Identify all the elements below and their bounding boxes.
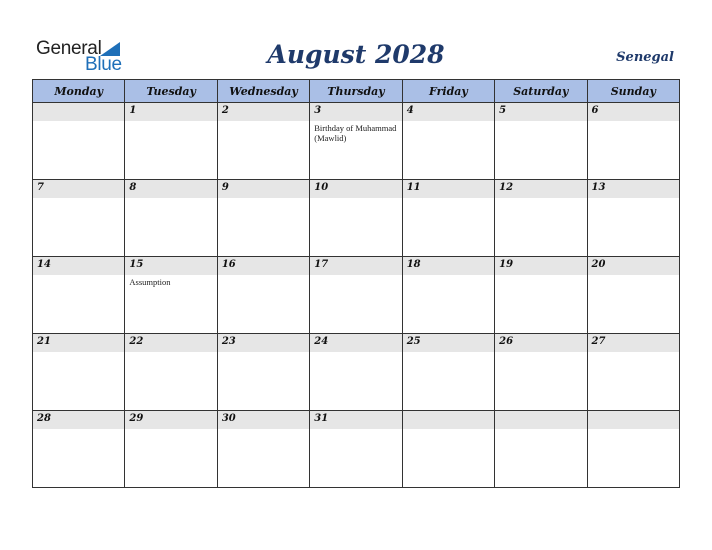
day-cell: [495, 334, 587, 411]
day-number: 29: [129, 413, 144, 424]
day-number-bar: [218, 180, 309, 198]
day-number-bar: [403, 103, 494, 121]
day-cell-content: [125, 334, 216, 410]
day-cell-content: [403, 180, 494, 256]
day-number: 19: [499, 259, 514, 270]
day-cell-content: [218, 257, 309, 333]
day-number-bar: [588, 103, 679, 121]
day-cell: [125, 334, 217, 411]
day-cell-content: [495, 103, 586, 179]
day-cell-content: [495, 411, 586, 487]
day-cell-content: [125, 180, 216, 256]
day-cell-content: [218, 103, 309, 179]
day-number-bar: [218, 103, 309, 121]
day-cell: [587, 103, 679, 180]
weekday-header: Friday: [402, 80, 494, 103]
day-cell: [495, 103, 587, 180]
day-number: 1: [129, 105, 137, 116]
day-number: 17: [314, 259, 329, 270]
day-number: 31: [314, 413, 329, 424]
day-cell-content: [588, 103, 679, 179]
day-number: 8: [129, 182, 137, 193]
day-cell-content: [310, 103, 401, 179]
weekday-header: Thursday: [310, 80, 402, 103]
day-number-bar: [125, 103, 216, 121]
day-cell-content: [495, 257, 586, 333]
day-cell-content: [33, 257, 124, 333]
weekday-header-row: [33, 80, 680, 103]
day-number: 5: [499, 105, 507, 116]
day-cell: [310, 103, 402, 180]
day-number: 14: [37, 259, 51, 270]
day-cell: [217, 180, 309, 257]
calendar-title: August 2028: [267, 40, 445, 69]
day-cell-content: [588, 411, 679, 487]
week-row: [33, 334, 680, 411]
day-cell: [495, 257, 587, 334]
day-number: 7: [37, 182, 44, 193]
day-cell-content: [403, 334, 494, 410]
day-number: 15: [129, 259, 144, 270]
day-cell: [33, 103, 125, 180]
weekday-header: Saturday: [495, 80, 587, 103]
day-cell: [125, 411, 217, 488]
day-cell: [402, 257, 494, 334]
weekday-header: Tuesday: [125, 80, 217, 103]
week-row: [33, 180, 680, 257]
day-number: 28: [37, 413, 51, 424]
day-cell-content: [218, 180, 309, 256]
day-cell-content: [33, 180, 124, 256]
day-number: 4: [406, 105, 414, 116]
day-number: 12: [499, 182, 514, 193]
day-number: 23: [221, 336, 236, 347]
day-cell-content: [218, 411, 309, 487]
day-number-bar: [495, 103, 586, 121]
day-cell-content: [588, 334, 679, 410]
day-number: 21: [37, 336, 51, 347]
day-number-bar: [33, 103, 124, 121]
day-cell-content: [403, 411, 494, 487]
holiday-label: Assumption: [129, 277, 171, 287]
day-cell: [33, 334, 125, 411]
weekday-header: Sunday: [587, 80, 679, 103]
day-cell: [310, 334, 402, 411]
day-number: 22: [129, 336, 144, 347]
day-cell-content: [33, 334, 124, 410]
month-calendar: [32, 79, 680, 488]
day-cell-content: [125, 257, 216, 333]
day-number: 30: [221, 413, 236, 424]
day-cell-content: [33, 103, 124, 179]
day-cell: [402, 411, 494, 488]
day-cell-content: [495, 334, 586, 410]
day-cell: [310, 411, 402, 488]
day-cell: [495, 180, 587, 257]
day-cell: [587, 180, 679, 257]
day-cell-content: [310, 411, 401, 487]
day-number-bar: [495, 411, 586, 429]
day-number-bar: [125, 180, 216, 198]
day-cell: [402, 180, 494, 257]
day-cell: [125, 180, 217, 257]
day-cell-content: [403, 257, 494, 333]
weekday-header: Monday: [33, 80, 125, 103]
day-cell: [217, 334, 309, 411]
day-cell-content: [495, 180, 586, 256]
day-cell: [310, 180, 402, 257]
weekday-header: Wednesday: [217, 80, 309, 103]
day-number: 25: [406, 336, 421, 347]
day-cell: [587, 411, 679, 488]
day-cell: [402, 334, 494, 411]
day-number-bar: [588, 411, 679, 429]
day-cell: [217, 257, 309, 334]
country-label: Senegal: [616, 50, 674, 65]
day-cell: [310, 257, 402, 334]
day-number: 27: [591, 336, 606, 347]
day-cell-content: [403, 103, 494, 179]
day-cell-content: [125, 411, 216, 487]
day-number: 20: [591, 259, 606, 270]
day-number-bar: [310, 103, 401, 121]
day-cell-content: [310, 334, 401, 410]
day-cell-content: [125, 103, 216, 179]
day-cell-content: [310, 257, 401, 333]
day-number: 18: [406, 259, 421, 270]
day-cell: [217, 103, 309, 180]
day-number: 13: [591, 182, 606, 193]
day-number-bar: [33, 180, 124, 198]
day-cell: [33, 180, 125, 257]
day-cell: [125, 103, 217, 180]
day-cell: [402, 103, 494, 180]
day-cell: [587, 334, 679, 411]
day-cell: [33, 411, 125, 488]
day-cell-content: [218, 334, 309, 410]
holiday-label: Birthday of Muhammad (Mawlid): [314, 123, 397, 143]
day-number: 26: [499, 336, 514, 347]
day-number: 24: [314, 336, 329, 347]
day-cell: [495, 411, 587, 488]
logo-text-general: General: [36, 38, 102, 59]
day-cell-content: [588, 180, 679, 256]
logo-text-blue: Blue: [85, 54, 122, 75]
day-number-bar: [403, 411, 494, 429]
day-number: 9: [221, 182, 229, 193]
day-cell-content: [588, 257, 679, 333]
week-row: [33, 103, 680, 180]
day-cell: [33, 257, 125, 334]
day-number: 3: [314, 105, 322, 116]
day-cell: [217, 411, 309, 488]
day-cell-content: [33, 411, 124, 487]
day-cell-content: [310, 180, 401, 256]
day-number: 6: [591, 105, 599, 116]
week-row: [33, 257, 680, 334]
day-number: 10: [314, 182, 329, 193]
day-number: 16: [221, 259, 236, 270]
day-number: 2: [221, 105, 229, 116]
week-row: [33, 411, 680, 488]
day-cell: [125, 257, 217, 334]
day-number: 11: [406, 182, 421, 193]
day-cell: [587, 257, 679, 334]
